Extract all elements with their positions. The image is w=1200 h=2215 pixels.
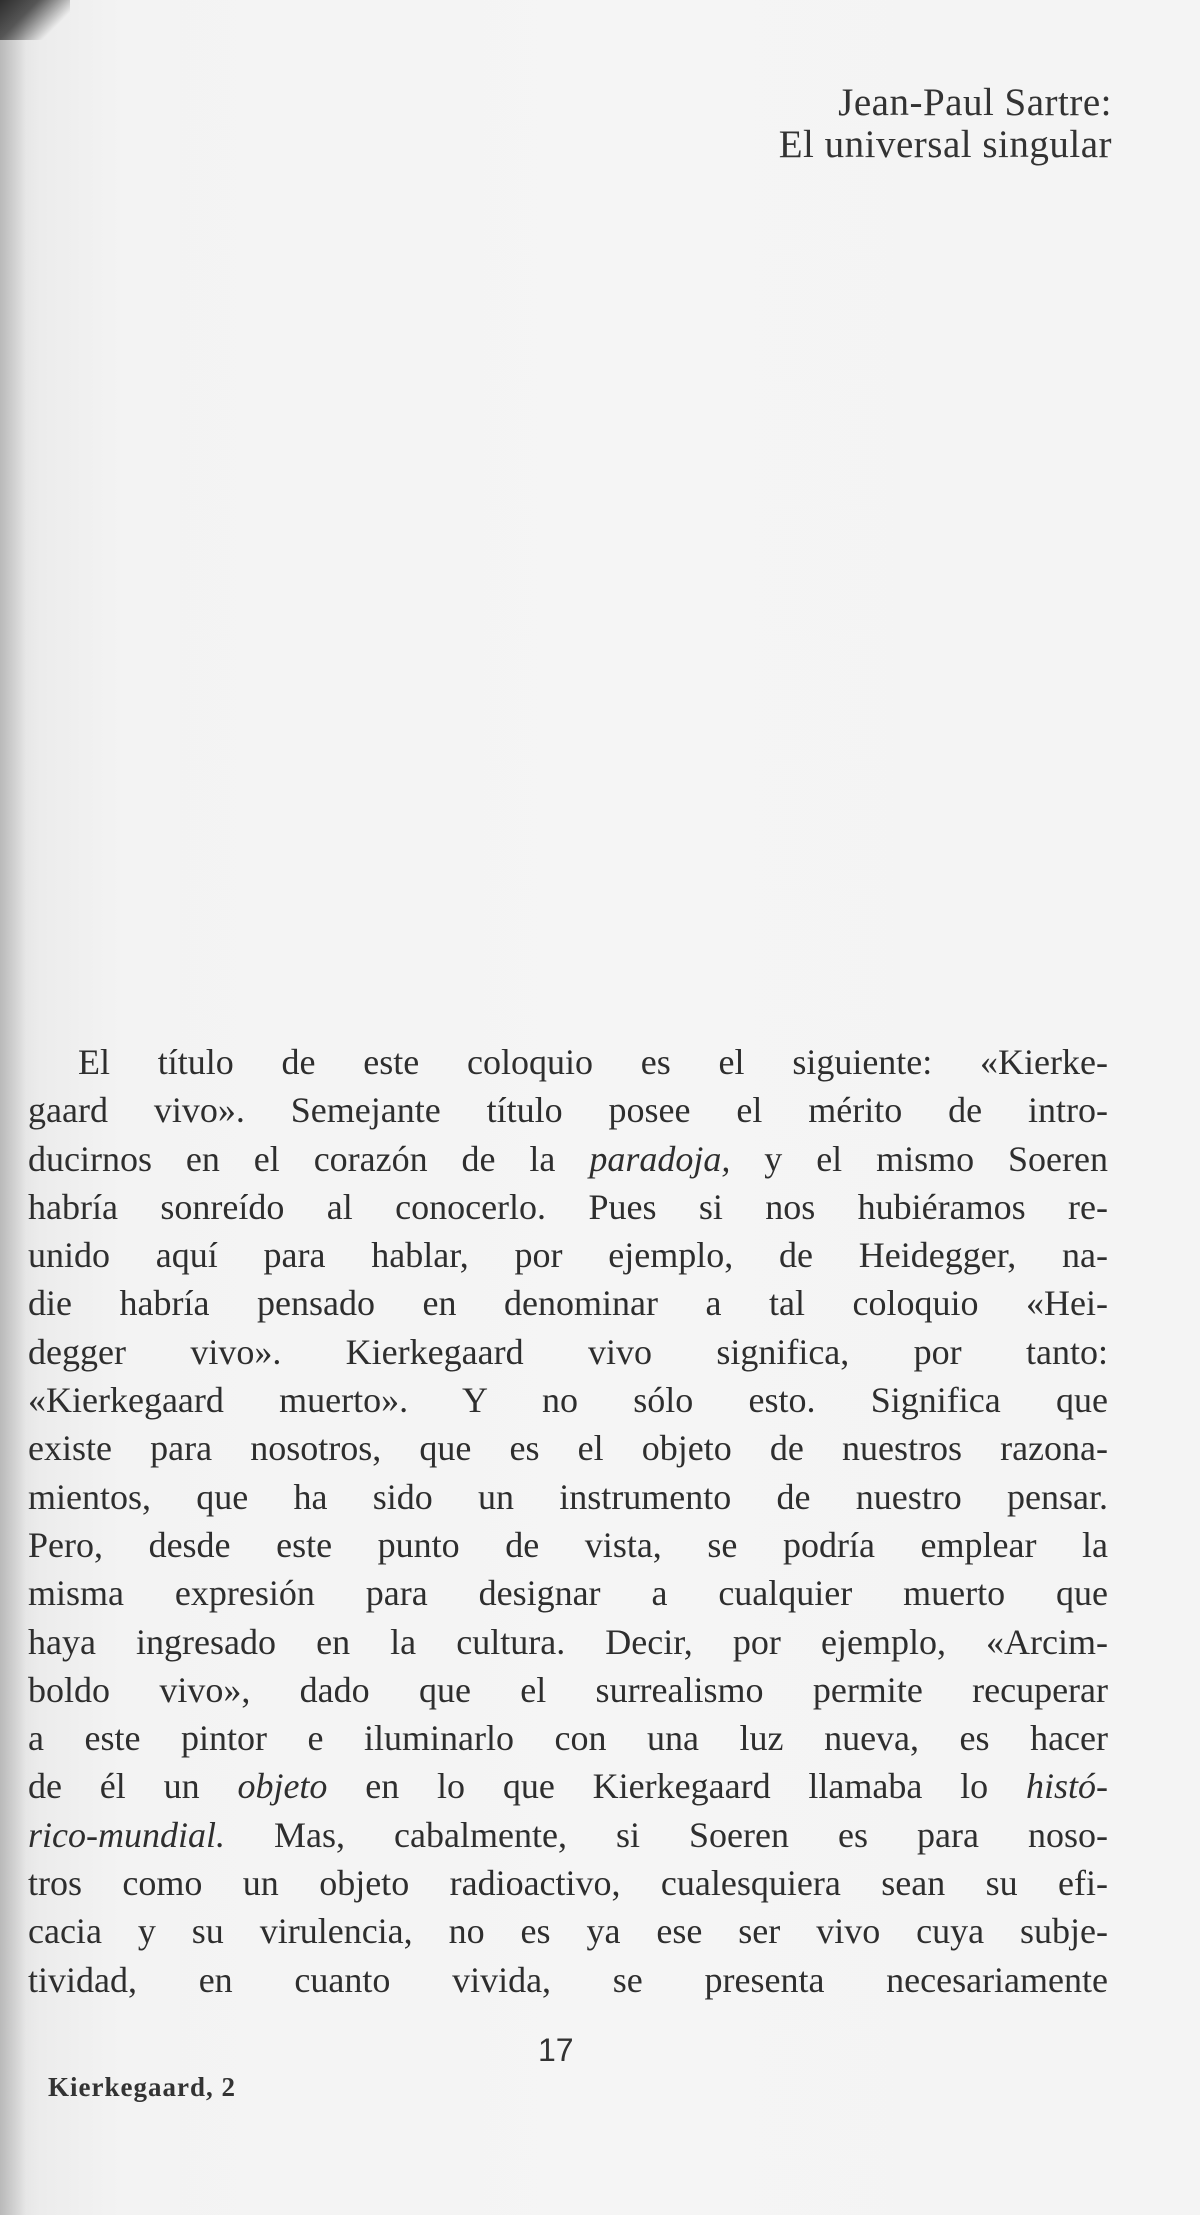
text-segment: ducirnos en el corazón de la [28,1138,590,1179]
text-segment: boldo vivo», dado que el surrealismo permite recuperar [28,1669,1108,1710]
text-line [28,1328,1108,1376]
text-line [28,1762,1108,1810]
text-line [28,1618,1108,1666]
text-line [28,1521,1108,1569]
text-segment: Mas, cabalmente, si Soeren es para noso- [224,1814,1108,1855]
text-segment: y el mismo Soeren [730,1138,1108,1179]
text-segment: gaard vivo». Semejante título posee el mérito de intro- [28,1090,1108,1131]
text-segment: El título de este coloquio es el siguiente: «Kierke- [78,1042,1108,1082]
header-title: El universal singular [778,123,1112,166]
text-line [28,1038,1108,1086]
text-segment: a este pintor e iluminarlo con una luz nueva, es hacer [28,1718,1108,1759]
text-line [28,1714,1108,1762]
text-line [28,1424,1108,1472]
running-header [779,82,1112,166]
text-line [28,1569,1108,1617]
text-segment: unido aquí para hablar, por ejemplo, de Heidegger, na- [28,1235,1108,1276]
text-line [28,1183,1108,1231]
text-segment: en lo que Kierkegaard llamaba lo [327,1766,1026,1807]
text-line [28,1666,1108,1714]
text-segment: habría sonreído al conocerlo. Pues si nos hubiéramos re- [28,1186,1108,1227]
text-line [28,1907,1108,1955]
scan-corner-shadow [0,0,70,40]
text-segment: tros como un objeto radioactivo, cualesquiera sean su efi- [28,1863,1108,1904]
text-segment: misma expresión para designar a cualquier muerto que [28,1573,1108,1614]
text-line [28,1279,1108,1327]
text-line [28,1473,1108,1521]
text-segment: mientos, que ha sido un instrumento de nuestro pensar. [28,1476,1108,1517]
italic-text: histó- [1025,1766,1108,1807]
text-segment: die habría pensado en denominar a tal coloquio «Hei- [28,1283,1108,1324]
text-line [28,1231,1108,1279]
text-line [28,1086,1108,1134]
text-segment: degger vivo». Kierkegaard vivo significa, por tanto: [28,1331,1108,1372]
page-number: 17 [538,2032,574,2068]
text-line [28,1811,1108,1859]
text-segment: tividad, en cuanto vivida, se presenta necesariamente [28,1959,1108,2000]
italic-text: paradoja, [589,1138,731,1179]
header-author: Jean-Paul Sartre: [838,81,1112,124]
text-segment: existe para nosotros, que es el objeto de nuestros razona- [28,1428,1108,1469]
body-text [28,1038,1108,2004]
italic-text: objeto [237,1766,328,1807]
text-segment: «Kierkegaard muerto». Y no sólo esto. Significa que [28,1380,1108,1421]
signature-mark: Kierkegaard, 2 [48,2072,236,2102]
text-line [28,1376,1108,1424]
text-line [28,1956,1108,2004]
page-edge-shadow [0,0,26,2215]
text-line [28,1859,1108,1907]
text-line [28,1135,1108,1183]
text-segment: haya ingresado en la cultura. Decir, por ejemplo, «Arcim- [28,1621,1108,1662]
text-segment: Pero, desde este punto de vista, se podría emplear la [28,1524,1108,1565]
text-segment: de él un [28,1766,238,1807]
text-segment: cacia y su virulencia, no es ya ese ser vivo cuya subje- [28,1911,1108,1952]
italic-text: rico-mundial. [28,1814,225,1855]
